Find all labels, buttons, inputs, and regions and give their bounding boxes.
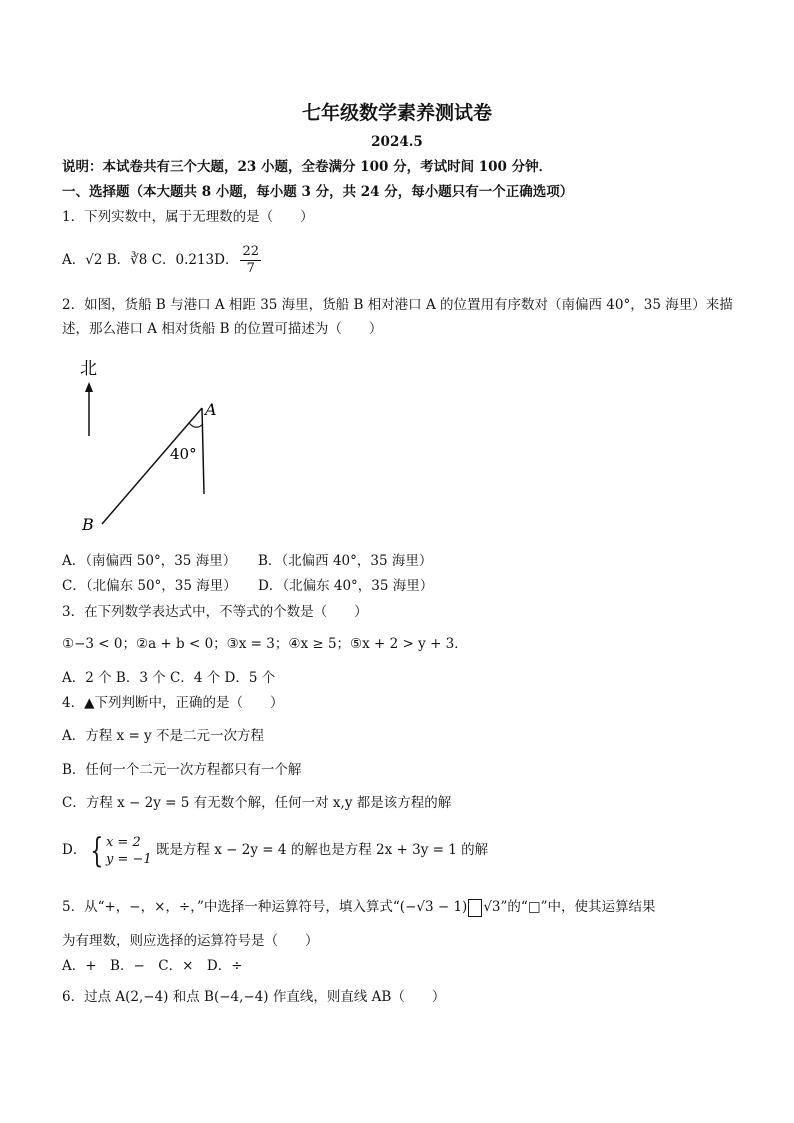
- q5-stem-line2: 为有理数，则应选择的运算符号是（ ）: [62, 933, 319, 949]
- instructions: 说明：本试卷共有三个大题，23 小题，全卷满分 100 分，考试时间 100 分钟．: [62, 159, 553, 175]
- exam-title: 七年级数学素养测试卷: [301, 102, 492, 124]
- q5-stem-line1: [62, 898, 656, 917]
- q1-option-b-value: ∛8: [130, 252, 148, 268]
- q5-expr-left: (−√3 − 1): [399, 899, 468, 915]
- system-eq1: x = 2: [105, 834, 141, 850]
- q2-option-c: C．（北偏东 50°，35 海里）: [62, 578, 237, 594]
- q1-option-d-fraction: [240, 244, 261, 277]
- q3-expressions: ①−3 < 0；②a + b < 0；③x = 3；④x ≥ 5；⑤x + 2 > y + 3．: [62, 636, 468, 652]
- line-ab: [102, 408, 202, 524]
- label-b: B: [82, 515, 94, 534]
- q5-expr-right: √3: [483, 899, 501, 915]
- north-label: 北: [80, 359, 97, 379]
- north-arrow-head: [85, 382, 93, 392]
- q5-options: A．+ B．− C．× D．÷: [62, 958, 243, 974]
- q2-options-row1: [62, 552, 432, 570]
- label-a: A: [205, 400, 217, 419]
- q2-figure: [70, 352, 240, 537]
- q1-options: [62, 240, 261, 280]
- system-brace: {: [90, 830, 104, 871]
- q2-option-d: D．（北偏东 40°，35 海里）: [258, 578, 434, 594]
- south-line-from-a: [202, 408, 204, 494]
- q2-stem-line2: 述，那么港口 A 相对货船 B 的位置可描述为（ ）: [62, 321, 383, 337]
- q2-option-b: B．（北偏西 40°，35 海里）: [258, 553, 433, 569]
- q3-stem: 3．在下列数学表达式中，不等式的个数是（ ）: [62, 604, 368, 620]
- q4-option-c: C．方程 x − 2y = 5 有无数个解，任何一对 x,y 都是该方程的解: [62, 795, 452, 811]
- exam-date: 2024.5: [371, 134, 423, 150]
- q1-option-d-denominator: 7: [246, 261, 255, 276]
- q4-stem: 4．▲下列判断中，正确的是（ ）: [62, 695, 284, 711]
- q4-option-d-label: D．: [62, 842, 87, 858]
- blank-box: [468, 899, 482, 917]
- q1-option-b-label: B．: [106, 252, 131, 268]
- q1-stem: 1．下列实数中，属于无理数的是（ ）: [62, 209, 314, 225]
- q1-option-c-label: C．0.213D．: [151, 252, 239, 268]
- q1-option-a-value: √2: [85, 252, 103, 268]
- q4-option-d-text: 既是方程 x − 2y = 4 的解也是方程 2x + 3y = 1 的解: [155, 842, 489, 858]
- equation-system: [106, 834, 152, 868]
- q3-options: A．2 个 B．3 个 C．4 个 D．5 个: [62, 670, 276, 686]
- q1-option-d-numerator: 22: [242, 244, 260, 259]
- angle-label: 40°: [170, 445, 197, 463]
- q5-stem-part2: ”的“□”中，使其运算结果: [500, 899, 656, 915]
- q2-stem-line1: 2．如图，货船 B 与港口 A 相距 35 海里，货船 B 相对港口 A 的位置用有序数对（南偏西 40°，35 海里）来描: [62, 297, 733, 313]
- system-eq2: y = −1: [105, 851, 152, 867]
- angle-arc: [189, 423, 203, 427]
- q6-stem: 6．过点 A(2,−4) 和点 B(−4,−4) 作直线，则直线 AB（ ）: [62, 989, 446, 1005]
- q4-option-d: [62, 830, 488, 870]
- section-heading: 一、选择题（本大题共 8 小题，每小题 3 分，共 24 分，每小题只有一个正确选项）: [62, 184, 574, 200]
- q1-option-a-label: A．: [62, 252, 86, 268]
- q2-options-row2: [62, 577, 433, 595]
- q4-option-a: A．方程 x = y 不是二元一次方程: [62, 728, 264, 744]
- q2-option-a: A．（南偏西 50°，35 海里）: [62, 553, 237, 569]
- q5-stem-part1: 5．从“+，−，×，÷，”中选择一种运算符号，填入算式“: [62, 899, 400, 915]
- q4-option-b: B．任何一个二元一次方程都只有一个解: [62, 762, 302, 778]
